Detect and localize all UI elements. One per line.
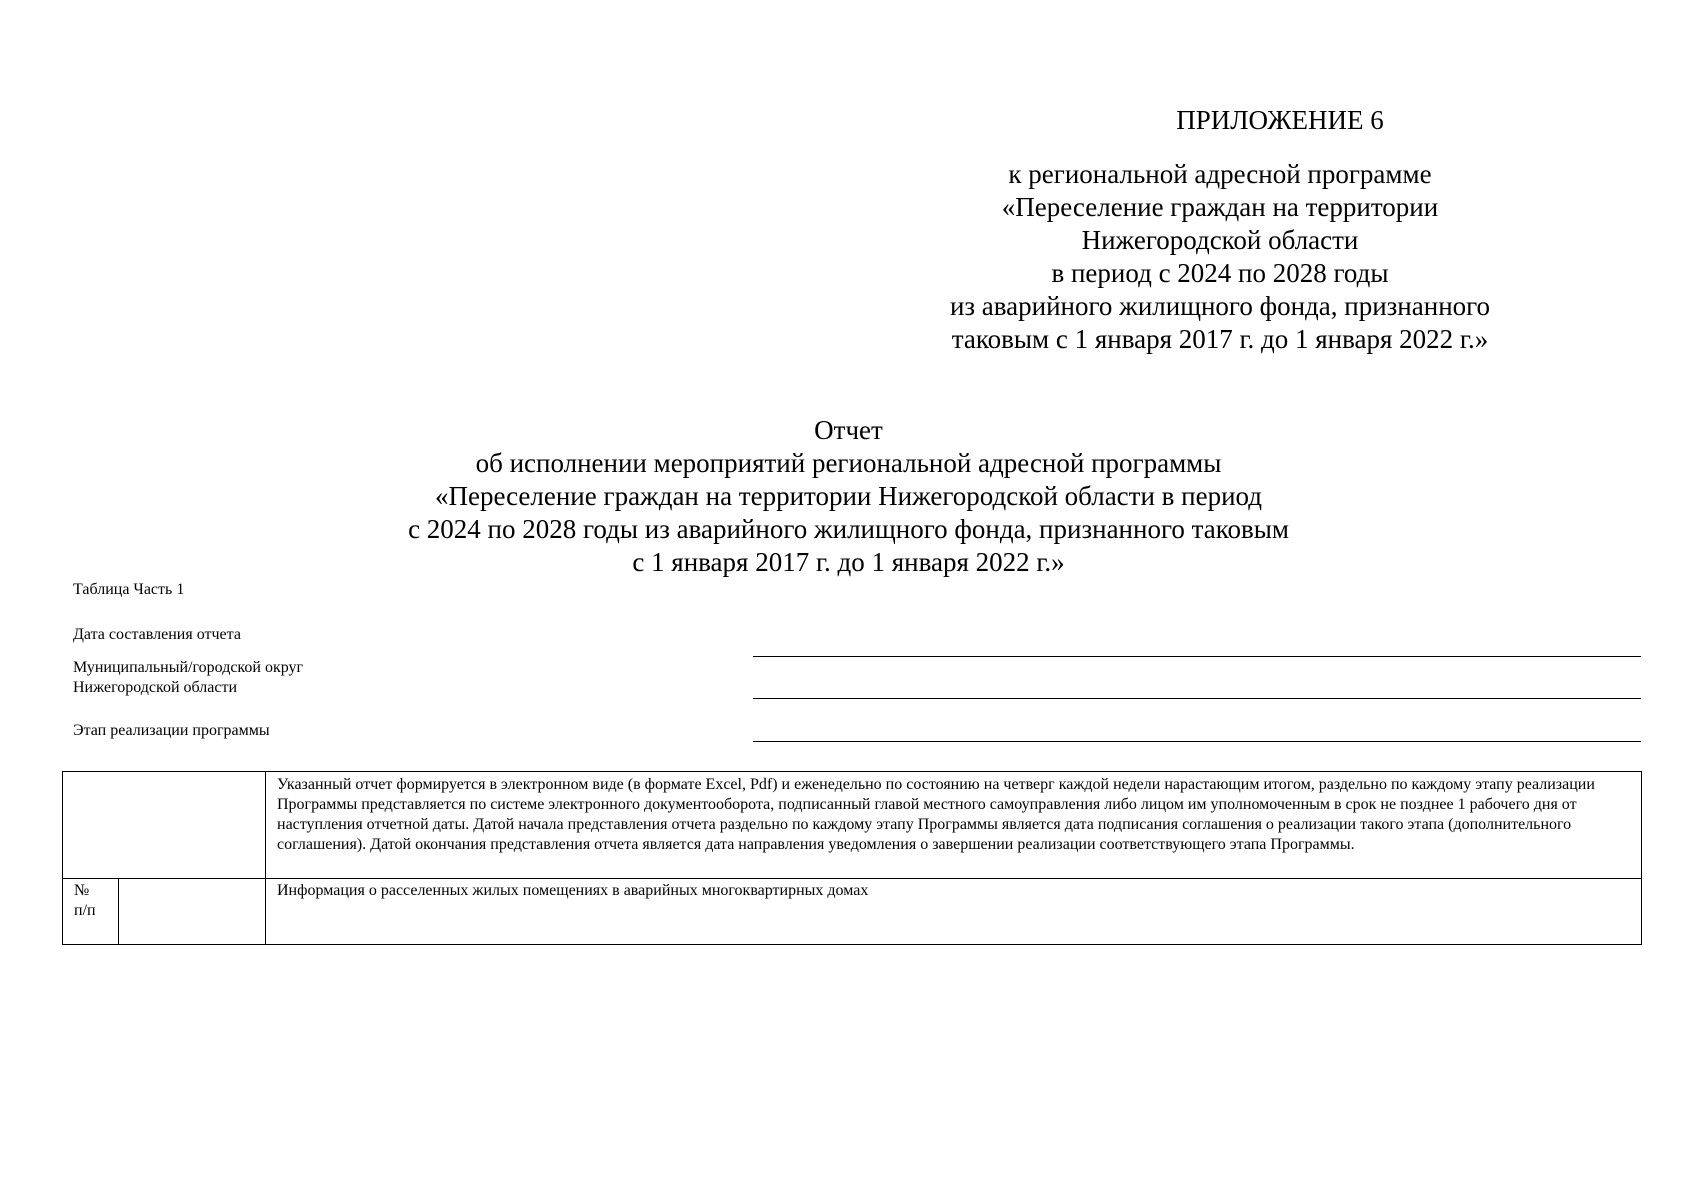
- table-note-row: [63, 772, 1642, 879]
- appendix-line: «Переселение граждан на территории: [1001, 192, 1439, 222]
- table-note-cell: Указанный отчет формируется в электронном виде (в формате Excel, Pdf) и еженедельно по состоянию на четверг каждой недели нарастающим итогом, раздельно по каждому этапу реализации Программы представляется по системе электронного документооборота, подписанный главой местного самоуправления либо лицом им уполномоченным в срок не позднее 1 рабочего дня от наступления отчетной даты. Датой начала представления отчета раздельно по каждому этапу Программы является дата подписания соглашения о реализации такого этапа (дополнительного соглашения). Датой окончания представления отчета является дата направления уведомления о завершении реализации соответствующего этапа Программы.: [266, 772, 1642, 879]
- report-date-field[interactable]: [753, 656, 1641, 657]
- report-subtitle-line: «Переселение граждан на территории Нижегородской области в период: [434, 481, 1263, 511]
- table-part-label: Таблица Часть 1: [73, 581, 185, 598]
- report-date-label: Дата составления отчета: [73, 626, 241, 643]
- report-subtitle-line: с 1 января 2017 г. до 1 января 2022 г.»: [632, 547, 1065, 577]
- report-title: Отчет: [814, 415, 883, 445]
- number-abbrev: п/п: [74, 902, 96, 919]
- appendix-line: из аварийного жилищного фонда, признанного: [949, 291, 1491, 321]
- info-header-cell: Информация о расселенных жилых помещениях в аварийных многоквартирных домах: [266, 879, 1642, 945]
- number-sign: №: [74, 882, 90, 899]
- municipality-label-line1: Муниципальный/городской округ: [73, 659, 304, 676]
- appendix-line: в период с 2024 по 2028 годы: [1051, 258, 1389, 288]
- appendix-line: к региональной адресной программе: [1008, 159, 1432, 189]
- stage-label: Этап реализации программы: [73, 722, 270, 739]
- table-header-row: [63, 879, 1642, 945]
- stage-field[interactable]: [753, 741, 1641, 742]
- table-blank-header-cell: [119, 879, 266, 945]
- appendix-line: таковым с 1 января 2017 г. до 1 января 2022 г.»: [951, 324, 1489, 354]
- row-number-header: [63, 879, 119, 945]
- report-subtitle-line: об исполнении мероприятий региональной адресной программы: [475, 448, 1222, 478]
- report-subtitle-line: с 2024 по 2028 годы из аварийного жилищного фонда, признанного таковым: [408, 514, 1289, 544]
- appendix-line: Нижегородской области: [1081, 225, 1359, 255]
- report-table: [62, 771, 1642, 945]
- table-empty-cell: [63, 772, 266, 879]
- appendix-block: [900, 104, 1540, 356]
- report-heading: [300, 414, 1397, 579]
- municipality-label-line2: Нижегородской области: [73, 679, 238, 696]
- municipality-field[interactable]: [753, 698, 1641, 699]
- appendix-title: ПРИЛОЖЕНИЕ 6: [1176, 105, 1384, 135]
